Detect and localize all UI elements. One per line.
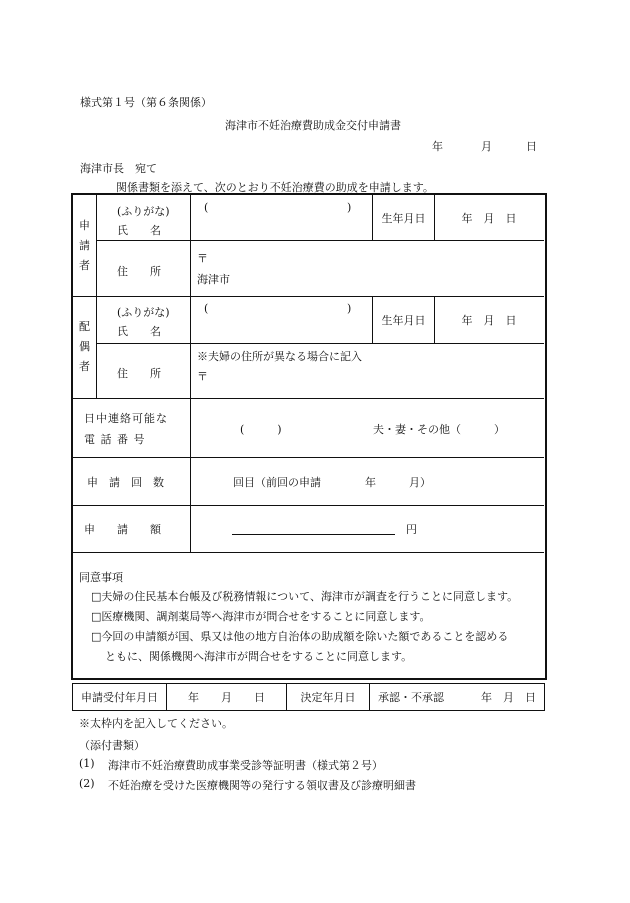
phone-relation[interactable]: 夫・妻・その他（ ） <box>373 423 505 436</box>
spouse-address-note: ※夫婦の住所が異なる場合に記入 <box>197 350 362 363</box>
applicant-city: 海津市 <box>197 273 230 286</box>
decided-date-label: 決定年月日 <box>300 691 356 704</box>
received-date-value: 年 月 日 <box>188 691 265 704</box>
attachment-2-text: 不妊治療を受けた医療機関等の発行する領収書及び診療明細書 <box>108 779 416 792</box>
applicant-paren-close: ) <box>347 201 352 214</box>
count-label: 申 請 回 数 <box>87 476 164 489</box>
spouse-address-label: 住 所 <box>117 367 161 380</box>
v-line <box>369 683 370 710</box>
amount-unit: 円 <box>406 523 417 536</box>
applicant-paren-open: ( <box>204 201 209 214</box>
spouse-name-label: 氏 名 <box>117 325 161 338</box>
phone-label-line2: 電 話 番 号 <box>84 433 146 446</box>
page-title: 海津市不妊治療費助成金交付申請書 <box>225 119 401 132</box>
consent-title: 同意事項 <box>79 571 123 584</box>
applicant-name-label: 氏 名 <box>117 224 161 237</box>
consent-item-3-cont: ともに、関係機関へ海津市が問合せをすることに同意します。 <box>105 650 413 663</box>
spouse-birth-label: 生年月日 <box>381 313 426 327</box>
attachment-1-text: 海津市不妊治療費助成事業受診等証明書（様式第２号） <box>108 759 383 772</box>
consent-item-1[interactable]: □夫婦の住民基本台帳及び税務情報について、海津市が調査を行うことに同意します。 <box>91 590 519 603</box>
applicant-postal-mark: 〒 <box>197 252 208 265</box>
attachment-1-num: (1) <box>79 757 95 770</box>
applicant-birth-label: 生年月日 <box>381 211 426 225</box>
spouse-birth-value[interactable]: 年 月 日 <box>461 313 517 327</box>
date-day: 日 <box>526 140 537 153</box>
addressee: 海津市長 宛て <box>80 162 157 175</box>
intro-text: 関係書類を添えて、次のとおり不妊治療費の助成を申請します。 <box>116 181 434 194</box>
amount-input-line[interactable] <box>232 534 395 535</box>
h-line <box>73 505 544 506</box>
phone-label-line1: 日中連絡可能な <box>84 412 168 425</box>
v-line <box>96 195 97 398</box>
spouse-paren-close: ) <box>347 302 352 315</box>
spouse-paren-open: ( <box>204 302 209 315</box>
form-number: 様式第１号（第６条関係） <box>80 96 212 109</box>
count-value[interactable]: 回目（前回の申請 年 月） <box>233 476 431 489</box>
received-date-label: 申請受付年月日 <box>81 691 158 704</box>
h-line <box>73 552 544 553</box>
fill-note: ※太枠内を記入してください。 <box>79 717 233 730</box>
amount-label: 申 請 額 <box>84 523 161 536</box>
applicant-address-label: 住 所 <box>117 265 161 278</box>
spouse-furigana-label: (ふりがな) <box>117 306 170 319</box>
approval-date: 年 月 日 <box>481 691 536 704</box>
consent-item-3[interactable]: □今回の申請額が国、県又は他の地方自治体の助成額を除いた額であることを認める <box>91 630 509 643</box>
v-line <box>190 195 191 552</box>
date-year: 年 <box>432 140 443 153</box>
h-line <box>73 457 544 458</box>
h-line <box>96 240 544 241</box>
h-line <box>73 398 544 399</box>
spouse-group-label: 配 偶 者 <box>79 320 90 373</box>
spouse-postal-mark: 〒 <box>197 370 208 383</box>
h-line <box>96 343 544 344</box>
attachment-2-num: (2) <box>79 777 95 790</box>
date-month: 月 <box>481 140 492 153</box>
phone-number-field[interactable]: ( ) <box>240 423 282 436</box>
approval-label: 承認・不承認 <box>378 691 444 704</box>
applicant-birth-value[interactable]: 年 月 日 <box>461 211 517 225</box>
applicant-furigana-label: (ふりがな) <box>117 205 170 218</box>
consent-item-2[interactable]: □医療機関、調剤薬局等へ海津市が問合せをすることに同意します。 <box>91 610 431 623</box>
attachments-title: （添付書類） <box>79 739 145 752</box>
applicant-group-label: 申 請 者 <box>79 218 90 272</box>
